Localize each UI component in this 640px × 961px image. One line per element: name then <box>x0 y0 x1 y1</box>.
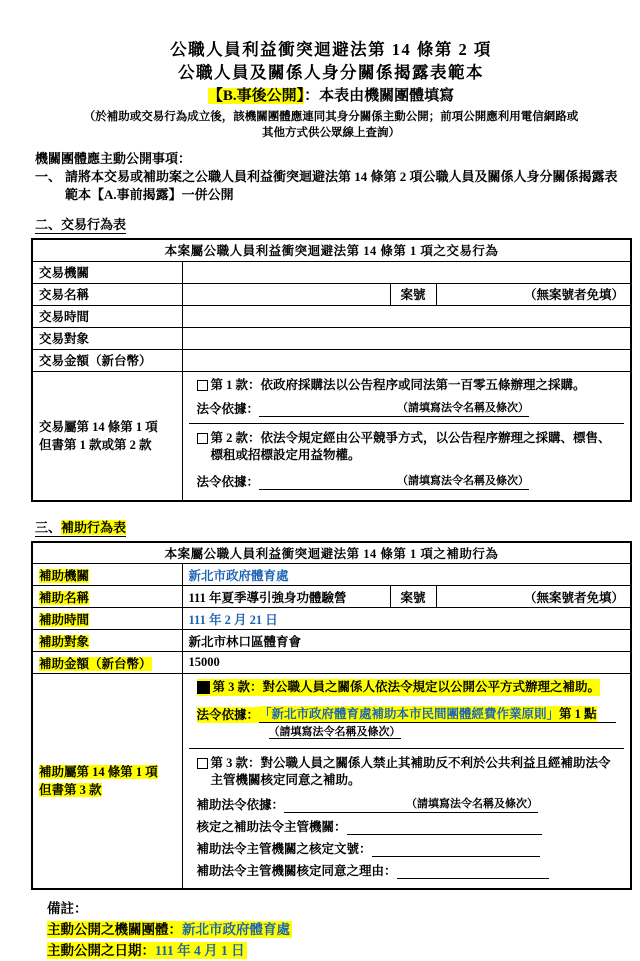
remark-publisher <box>47 919 631 940</box>
blank-line <box>347 821 542 835</box>
subsidy-option1-checkbox-icon <box>197 681 210 694</box>
doc-subtitle <box>31 85 631 107</box>
subsidy-name-row <box>32 586 631 608</box>
transaction-case-hint: （無案號者免填） <box>436 283 631 305</box>
transaction-agency-label: 交易機關 <box>32 261 182 283</box>
doc-note-line2: 其他方式供公眾線上查詢） <box>262 127 400 139</box>
remark-date-label: 主動公開之日期： <box>47 943 155 958</box>
transaction-option2-checkbox-icon <box>197 433 208 444</box>
transaction-option2-law-hint: （請填寫法令名稱及條次） <box>397 473 529 490</box>
transaction-clause-row <box>32 371 631 501</box>
subsidy-clause-row <box>32 674 631 890</box>
subsidy-docnum-label: 補助法令主管機關之核定文號： <box>196 842 372 856</box>
blank-line <box>397 865 549 879</box>
transaction-amount-value <box>182 349 631 371</box>
section3-label: 補助行為表 <box>61 519 127 535</box>
subsidy-option2-text: 第 3 款：對公職人員之關係人禁止其補助反不利於公共利益且經補助法令主管機關核定同意之補助。 <box>210 756 611 787</box>
transaction-option2-text: 第 2 款：依法令規定經由公平競爭方式，以公告程序辦理之採購、標售、標租或招標設定用益物權。 <box>210 430 611 462</box>
subsidy-amount-row <box>32 652 631 674</box>
subsidy-option2 <box>189 749 625 887</box>
subsidy-time-value: 111 年 2 月 21 日 <box>182 608 631 630</box>
transaction-time-row <box>32 305 631 327</box>
transaction-option2-law-label: 法令依據： <box>196 474 260 489</box>
subsidy-option2-law-label: 補助法令依據： <box>196 798 285 812</box>
item1-number: 一、 <box>35 169 62 184</box>
subsidy-case-hint: （無案號者免填） <box>436 586 631 608</box>
subsidy-clause-label: 補助屬第 14 條第 1 項 但書第 3 款 <box>32 674 182 890</box>
subsidy-agency-value: 新北市政府體育處 <box>182 564 631 586</box>
subsidy-option1-law-hint: （請填寫法令名稱及條次） <box>268 726 401 738</box>
blank-line <box>259 403 397 417</box>
subsidy-option1-law-value: 「新北市政府體育處補助本市民間團體經費作業原則」第 1 點 <box>259 707 597 721</box>
after-publication-badge: 【B.事後公開】 <box>207 88 305 104</box>
subsidy-name-label: 補助名稱 <box>32 586 182 608</box>
section2-heading: 二、交易行為表 <box>35 217 127 232</box>
transaction-case-label: 案號 <box>390 283 436 305</box>
transaction-clause-options <box>182 371 631 501</box>
subtitle-text: ：本表由機關團體填寫 <box>304 88 455 104</box>
item1-text: 請將本交易或補助案之公職人員利益衝突迴避法第 14 條第 2 項公職人員及關係人身分關係揭露表範本【A.事前揭露】一併公開 <box>65 169 618 202</box>
remark-date-value: 111 年 4 月 1 日 <box>155 943 245 958</box>
transaction-name-label: 交易名稱 <box>32 283 182 305</box>
transaction-target-value <box>182 327 631 349</box>
subsidy-header-row <box>32 542 631 564</box>
transaction-name-value <box>182 283 390 305</box>
transaction-time-label: 交易時間 <box>32 305 182 327</box>
blank-line <box>284 799 406 813</box>
subsidy-option1-text: 第 3 款：對公職人員之關係人依法令規定以公開公平方式辦理之補助。 <box>212 680 601 694</box>
subsidy-option2-law-hint: （請填寫法令名稱及條次） <box>406 796 538 813</box>
remark-publisher-value: 新北市政府體育處 <box>182 922 290 937</box>
transaction-option2 <box>189 424 625 499</box>
blank-line <box>259 476 397 490</box>
doc-note <box>31 109 631 141</box>
subsidy-target-label: 補助對象 <box>32 630 182 652</box>
transaction-option1-law-hint: （請填寫法令名稱及條次） <box>397 400 529 417</box>
subsidy-time-row <box>32 608 631 630</box>
subsidy-case-label: 案號 <box>390 586 436 608</box>
transaction-time-value <box>182 305 631 327</box>
transaction-table-header: 本案屬公職人員利益衝突迴避法第 14 條第 1 項之交易行為 <box>32 239 631 261</box>
section3-heading <box>35 519 631 537</box>
subsidy-target-value: 新北市林口區體育會 <box>182 630 631 652</box>
doc-title-line1: 公職人員利益衝突迴避法第 14 條第 2 項 <box>170 40 492 59</box>
transaction-table <box>31 238 632 502</box>
transaction-option1 <box>189 373 625 424</box>
transaction-header-row <box>32 239 631 261</box>
transaction-target-label: 交易對象 <box>32 327 182 349</box>
subsidy-authority-label: 核定之補助法令主管機關： <box>196 820 347 834</box>
transaction-clause-label: 交易屬第 14 條第 1 項 但書第 1 款或第 2 款 <box>32 371 182 501</box>
blank-line <box>597 709 616 723</box>
blank-line <box>372 843 540 857</box>
subsidy-option2-checkbox-icon <box>197 758 208 769</box>
subsidy-option1 <box>189 675 625 749</box>
transaction-option1-checkbox-icon <box>197 380 208 391</box>
publish-item-1 <box>35 168 619 203</box>
subsidy-clause-options <box>182 674 631 890</box>
remark-date <box>47 940 631 961</box>
subsidy-time-label: 補助時間 <box>32 608 182 630</box>
subsidy-amount-label: 補助金額（新台幣） <box>32 652 182 674</box>
doc-title-line2: 公職人員及關係人身分關係揭露表範本 <box>178 63 484 82</box>
transaction-name-row <box>32 283 631 305</box>
subsidy-name-value: 111 年夏季導引強身功體驗營 <box>182 586 390 608</box>
remark-publisher-label: 主動公開之機關團體： <box>47 922 182 937</box>
transaction-option1-text: 第 1 款：依政府採購法以公告程序或同法第一百零五條辦理之採購。 <box>210 377 586 392</box>
remarks-label: 備註： <box>47 901 88 916</box>
subsidy-option1-law-label: 法令依據： <box>196 708 260 722</box>
transaction-agency-value <box>182 261 631 283</box>
subsidy-reason-label: 補助法令主管機關核定同意之理由： <box>196 864 397 878</box>
section3-prefix: 三、 <box>35 519 62 535</box>
publish-heading: 機關團體應主動公開事項： <box>35 151 192 166</box>
subsidy-agency-row <box>32 564 631 586</box>
doc-note-line1: （於補助或交易行為成立後，該機關團體應連同其身分關係主動公開；前項公開應利用電信網路或 <box>83 111 579 123</box>
subsidy-table-header: 本案屬公職人員利益衝突迴避法第 14 條第 1 項之補助行為 <box>32 542 631 564</box>
subsidy-amount-value: 15000 <box>182 652 631 674</box>
subsidy-agency-label: 補助機關 <box>32 564 182 586</box>
transaction-agency-row <box>32 261 631 283</box>
remarks-section <box>47 898 631 961</box>
transaction-option1-law-label: 法令依據： <box>196 401 260 416</box>
transaction-amount-row <box>32 349 631 371</box>
subsidy-target-row <box>32 630 631 652</box>
transaction-amount-label: 交易金額（新台幣） <box>32 349 182 371</box>
transaction-target-row <box>32 327 631 349</box>
subsidy-table <box>31 541 632 891</box>
